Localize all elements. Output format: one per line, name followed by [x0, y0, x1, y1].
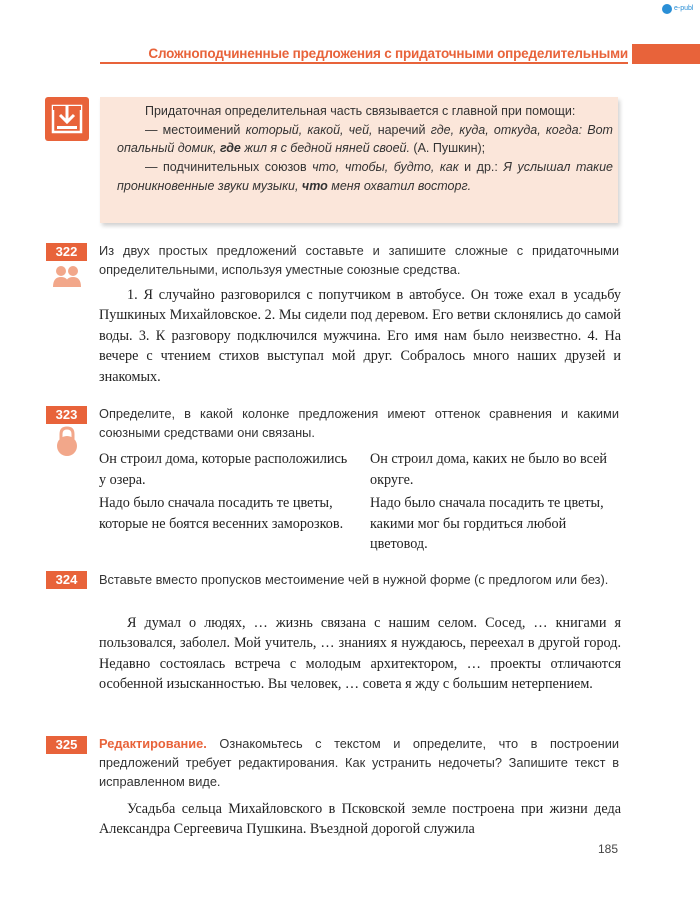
page-number: 185 — [598, 842, 619, 856]
rule-item-pronouns: — местоимений который, какой, чей, наречий где, куда, откуда, когда: Вот опальный домик, где жил я с бедной няней своей. (А. Пушкин); — [117, 122, 613, 156]
lock-icon — [55, 426, 79, 456]
rule-item-conjunctions: — подчинительных союзов что, чтобы, будто, как и др.: Я услышал такие проникновенные звуки музыки, что меня охватил восторг. — [117, 160, 613, 193]
chapter-title: Сложноподчиненные предложения с придаточными определительными — [148, 46, 628, 61]
rule-download-icon — [45, 97, 89, 141]
chapter-header — [0, 44, 700, 64]
exercise-number-322: 322 — [46, 243, 87, 261]
exercise-body-325 — [99, 799, 621, 840]
rule-intro: Придаточная определительная часть связывается с главной при помощи: — [145, 104, 576, 118]
right-column — [370, 449, 620, 558]
pair-work-icon — [52, 265, 82, 287]
exercise-task-323: Определите, в какой колонке предложения имеют оттенок сравнения и какими союзными средствами они связаны. — [99, 406, 619, 440]
exercise-body-322 — [99, 285, 621, 387]
left-sentence-1: Он строил дома, которые расположились у озера. — [99, 451, 348, 488]
exercise-text-322: 1. Я случайно разговорился с попутчиком в автобусе. Он тоже ехал в усадьбу Пушкиных Михайловское. 2. Мы сидели под деревом. Его ветви склонялись до самой воды. 3. К разговору подключился мужчина. Его имя нам было неизвестно. 4. На вечере с чтением стихов выступал мой друг. Собралось много наших друзей и знакомых. — [99, 287, 621, 385]
header-tab — [632, 44, 700, 64]
header-underline — [100, 62, 628, 64]
exercise-label-325: Редактирование. — [99, 736, 207, 751]
exercise-task-324: Вставьте вместо пропусков местоимение чей в нужной форме (с предлогом или без). — [99, 572, 609, 587]
exercise-body-324 — [99, 613, 621, 695]
exercise-number-325: 325 — [46, 736, 87, 754]
logo-text: e-publ — [674, 5, 694, 12]
left-sentence-2: Надо было сначала посадить те цветы, которые не боятся весенних заморозков. — [99, 495, 344, 532]
right-sentence-1: Он строил дома, каких не было во всей округе. — [370, 451, 608, 488]
exercise-instructions-325: Ознакомьтесь с текстом и определите, что в построении предложений требует редактирования. Как устранить недочеты? Запишите текст в исправленном виде. — [99, 736, 619, 789]
exercise-task-325 — [99, 734, 619, 791]
exercise-text-325: Усадьба сельца Михайловского в Псковской земле построена при жизни деда Александра Сергеевича Пушкина. Въездной дорогой служила — [99, 801, 621, 838]
left-column — [99, 449, 349, 537]
exercise-task-322: Из двух простых предложений составьте и запишите сложные с придаточными определительными, используя уместные союзные средства. — [99, 243, 619, 277]
rule-box — [100, 97, 618, 223]
exercise-number-324: 324 — [46, 571, 87, 589]
exercise-text-324: Я думал о людях, … жизнь связана с нашим селом. Сосед, … книгами я пользовался, заболел. Мой учитель, … знаниях я нуждаюсь, переехал в другой город. Недавно состоялась встреча с молодым архитектором, … проекты отличаются особенной изысканностью. Вы человек, … совета я жду с большим нетерпением. — [99, 615, 621, 693]
right-sentence-2: Надо было сначала посадить те цветы, какими мог бы гордиться любой цветовод. — [370, 495, 604, 553]
logo-icon — [662, 4, 672, 14]
publisher-logo — [662, 4, 696, 16]
rule-text — [117, 102, 613, 196]
exercise-number-323: 323 — [46, 406, 87, 424]
